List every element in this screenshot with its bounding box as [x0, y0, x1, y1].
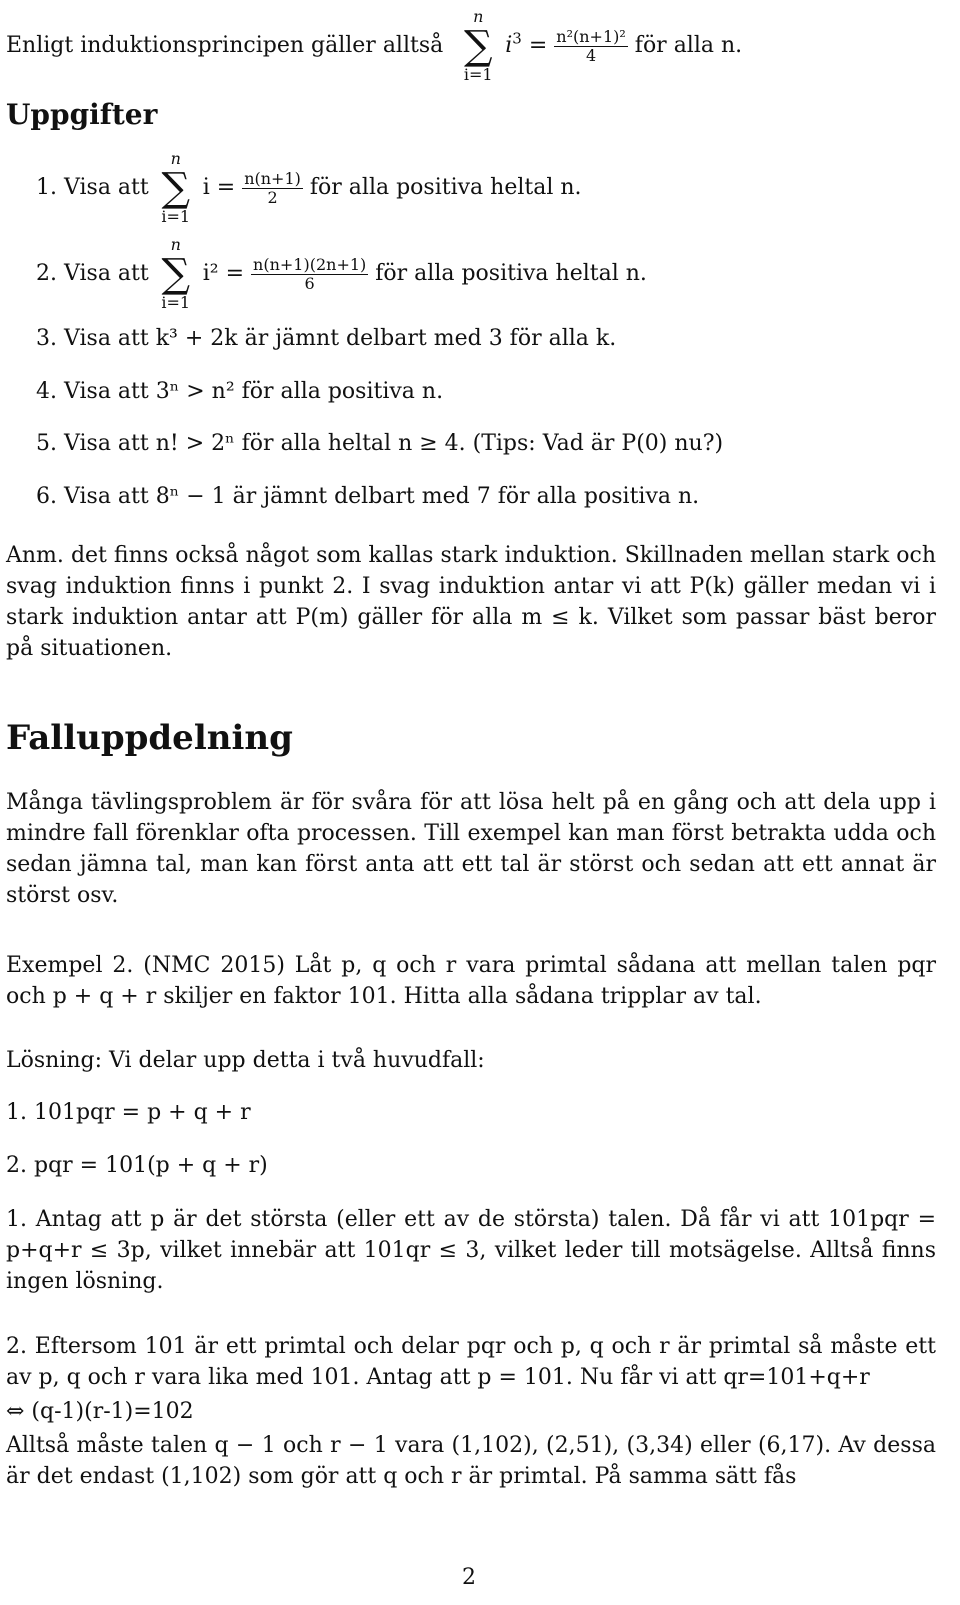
sum-symbol: n ∑ i=1: [463, 7, 493, 84]
case-1-paragraph: 1. Antag att p är det största (eller ett av de största) talen. Då får vi att 101pqr = p+q+r ≤ 3p, vilket innebär att 101qr ≤ 3, vilket leder till motsägelse. Alltså finns ingen lösning.: [6, 1207, 936, 1294]
anm-paragraph: Anm. det finns också något som kallas stark induktion. Skillnaden mellan stark och svag induktion finns i punkt 2. I svag induktion antar vi att P(k) gäller medan vi i stark induktion antar att P(m) gäller för alla m ≤ k. Vilket som passar bäst beror på situationen.: [6, 543, 936, 661]
falluppdelning-heading: Falluppdelning: [6, 718, 293, 758]
section-intro-paragraph: Många tävlingsproblem är för svåra för att lösa helt på en gång och att dela upp i mindre fall förenklar ofta processen. Till exempel kan man först betrakta udda och sedan jämna tal, man kan först anta att ett tal är störst och sedan att ett annat är störst osv.: [6, 790, 936, 908]
task-3: 3. Visa att k³ + 2k är jämnt delbart med 3 för alla k.: [36, 326, 617, 351]
page-number: 2: [462, 1565, 476, 1590]
intro-fraction: $\frac{\text{n²(n+1)²}}{4}$: [556, 26, 626, 65]
case-list-item: 1. 101pqr = p + q + r: [6, 1100, 251, 1125]
case-2-equivalence: ⇔ (q-1)(r-1)=102: [6, 1399, 194, 1424]
task-6: 6. Visa att 8ⁿ − 1 är jämnt delbart med 7 för alla positiva n.: [36, 484, 700, 509]
case-2-conclusion: Alltså måste talen q − 1 och r − 1 vara (1,102), (2,51), (3,34) eller (6,17). Av dessa är det endast (1,102) som gör att q och r är primtal. På samma sätt fås: [6, 1433, 936, 1489]
intro-line: Enligt induktionsprincipen gäller alltså n ∑ i=1 $i^3$ = $\frac{\text{n²(n+1)²}}{4}$ för alla n.: [6, 7, 743, 84]
task-1-fraction: $\frac{n(n+1)}{2}$: [244, 168, 301, 207]
case-list-item: 2. pqr = 101(p + q + r): [6, 1153, 268, 1178]
case-2-paragraph: 2. Eftersom 101 är ett primtal och delar pqr och p, q och r är primtal så måste ett av p, q och r vara lika med 101. Antag att p = 101. Nu får vi att qr=101+q+r: [6, 1334, 936, 1390]
intro-post: för alla n.: [634, 33, 743, 58]
task-2-fraction: $\frac{n(n+1)(2n+1)}{6}$: [253, 254, 367, 293]
task-4: 4. Visa att 3ⁿ > n² för alla positiva n.: [36, 379, 444, 404]
sum-symbol: n ∑ i=1: [161, 149, 191, 226]
sum-symbol: n ∑ i=1: [161, 235, 191, 312]
exempel-paragraph: Exempel 2. (NMC 2015) Låt p, q och r vara primtal sådana att mellan talen pqr och p + q + r skiljer en faktor 101. Hitta alla sådana tripplar av tal.: [6, 953, 936, 1009]
task-1: 1. Visa att n ∑ i=1 i = $\frac{n(n+1)}{2}$ för alla positiva heltal n.: [36, 149, 582, 226]
losning-line: Lösning: Vi delar upp detta i två huvudfall:: [6, 1048, 485, 1073]
task-5: 5. Visa att n! > 2ⁿ för alla heltal n ≥ 4. (Tips: Vad är P(0) nu?): [36, 431, 724, 456]
task-2: 2. Visa att n ∑ i=1 i² = $\frac{n(n+1)(2n+1)}{6}$ för alla positiva heltal n.: [36, 235, 647, 312]
uppgifter-heading: Uppgifter: [6, 98, 158, 131]
intro-text: Enligt induktionsprincipen gäller alltså: [6, 33, 444, 58]
